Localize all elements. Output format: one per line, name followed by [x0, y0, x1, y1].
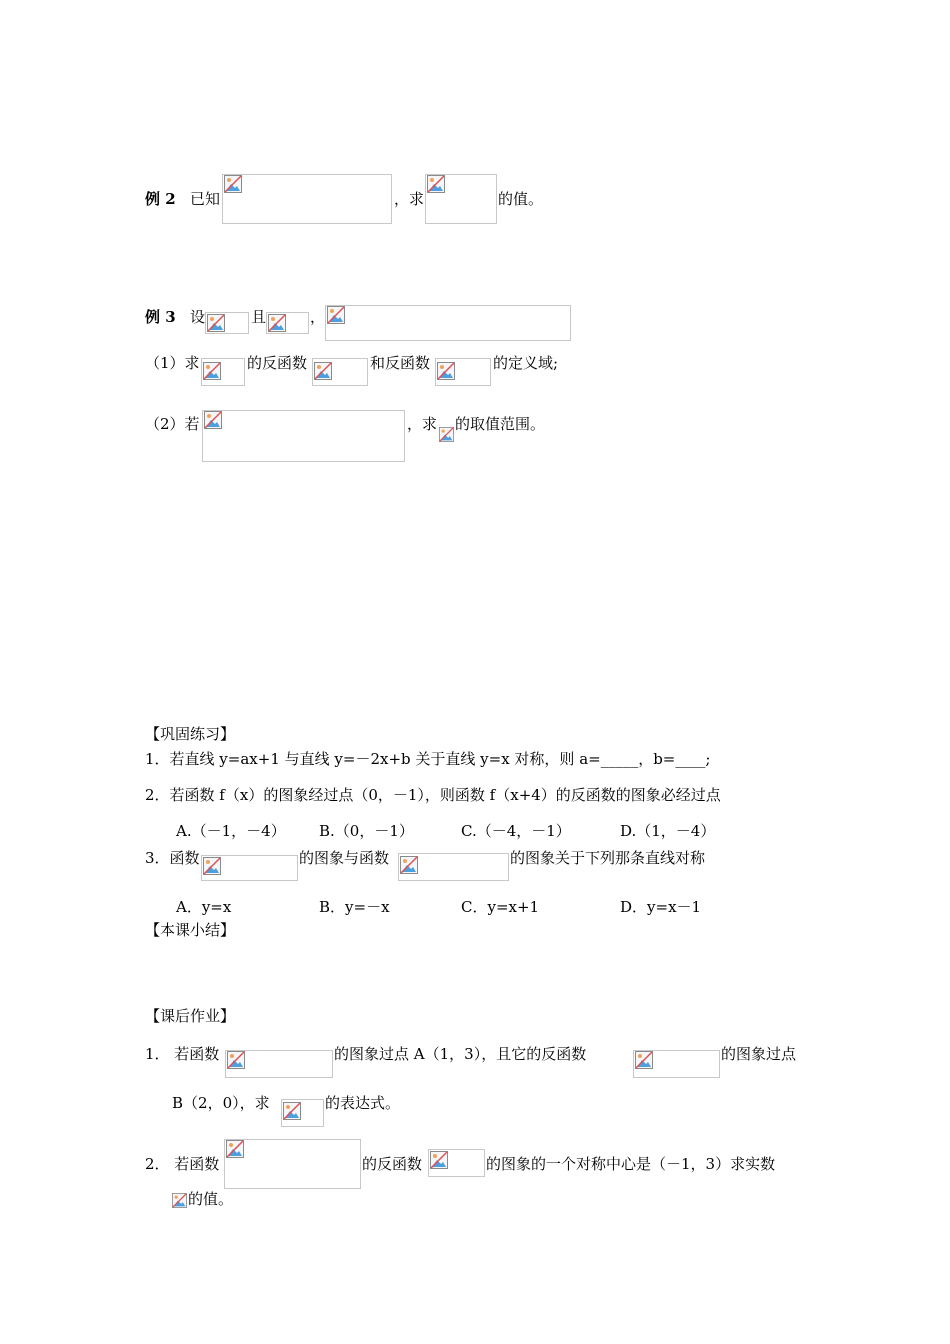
broken-image-icon — [400, 856, 418, 874]
summary-heading: 【本课小结】 — [145, 921, 236, 939]
broken-image-icon — [172, 1193, 187, 1208]
homework-question-2-text: 的值。 — [188, 1190, 234, 1208]
broken-image-icon — [204, 411, 222, 429]
homework-question-1-text: B（2，0），求 — [172, 1094, 270, 1112]
practice-q2-option-c: C.（－4，－1） — [461, 822, 571, 840]
broken-image-icon — [327, 306, 345, 324]
homework-question-1-text: 的图象过点 A（1，3），且它的反函数 — [334, 1045, 587, 1063]
example-3-part-2-text: （2）若 — [145, 415, 200, 433]
formula-image — [222, 174, 392, 224]
broken-image-icon — [430, 1151, 448, 1169]
practice-question-3-text: 的图象关于下列那条直线对称 — [510, 849, 706, 867]
example-2-text: 的值。 — [498, 190, 544, 208]
practice-q2-option-a: A.（－1，－4） — [176, 822, 286, 840]
broken-image-icon — [427, 175, 445, 193]
practice-q3-option-a: A．y=x — [176, 898, 232, 916]
practice-q2-option-b: B.（0，－1） — [319, 822, 414, 840]
example-3-label: 例 3 — [145, 308, 176, 326]
practice-question-1: 1．若直线 y=ax+1 与直线 y=－2x+b 关于直线 y=x 对称，则 a=_____，b=____; — [145, 750, 711, 768]
broken-image-icon — [207, 314, 225, 332]
homework-question-2-text: 的反函数 — [362, 1155, 423, 1173]
practice-q2-option-d: D.（1，－4） — [620, 822, 716, 840]
broken-image-icon — [226, 1140, 244, 1158]
homework-question-2-text: 的图象的一个对称中心是（－1，3）求实数 — [486, 1155, 776, 1173]
broken-image-icon — [224, 175, 242, 193]
homework-question-2-text: 2． 若函数 — [145, 1155, 220, 1173]
practice-question-2: 2．若函数 f（x）的图象经过点（0，－1），则函数 f（x+4）的反函数的图象必经过点 — [145, 786, 721, 804]
example-2-text: ，求 — [394, 190, 425, 208]
example-3-part-1-text: 的定义域; — [493, 354, 559, 372]
example-3-text: 且 — [251, 308, 267, 326]
practice-heading: 【巩固练习】 — [145, 725, 236, 743]
broken-image-icon — [203, 362, 221, 380]
example-3-part-1-text: 的反函数 — [247, 354, 308, 372]
broken-image-icon — [439, 427, 454, 442]
broken-image-icon — [437, 362, 455, 380]
broken-image-icon — [203, 857, 221, 875]
practice-q3-option-b: B．y=－x — [319, 898, 390, 916]
homework-question-1-text: 1． 若函数 — [145, 1045, 220, 1063]
practice-q3-option-c: C．y=x+1 — [461, 898, 540, 916]
example-2-label: 例 2 — [145, 190, 176, 208]
example-3-part-2-text: 的取值范围。 — [455, 415, 546, 433]
practice-question-3-text: 3．函数 — [145, 849, 200, 867]
broken-image-icon — [283, 1102, 301, 1120]
homework-question-1-text: 的表达式。 — [325, 1094, 401, 1112]
practice-question-3-text: 的图象与函数 — [299, 849, 390, 867]
example-3-text: ， — [310, 308, 326, 326]
formula-image — [224, 1139, 361, 1189]
broken-image-icon — [314, 362, 332, 380]
example-3-part-2-text: ，求 — [407, 415, 438, 433]
example-2-text: 已知 — [190, 190, 221, 208]
homework-question-1-text: 的图象过点 — [721, 1045, 797, 1063]
formula-image — [325, 305, 571, 341]
homework-heading: 【课后作业】 — [145, 1007, 236, 1025]
broken-image-icon — [268, 314, 286, 332]
practice-q3-option-d: D．y=x－1 — [620, 898, 702, 916]
example-3-part-1-text: （1）求 — [145, 354, 200, 372]
broken-image-icon — [227, 1051, 245, 1069]
formula-image — [202, 410, 405, 462]
example-3-text: 设 — [190, 308, 206, 326]
broken-image-icon — [635, 1051, 653, 1069]
example-3-part-1-text: 和反函数 — [370, 354, 431, 372]
